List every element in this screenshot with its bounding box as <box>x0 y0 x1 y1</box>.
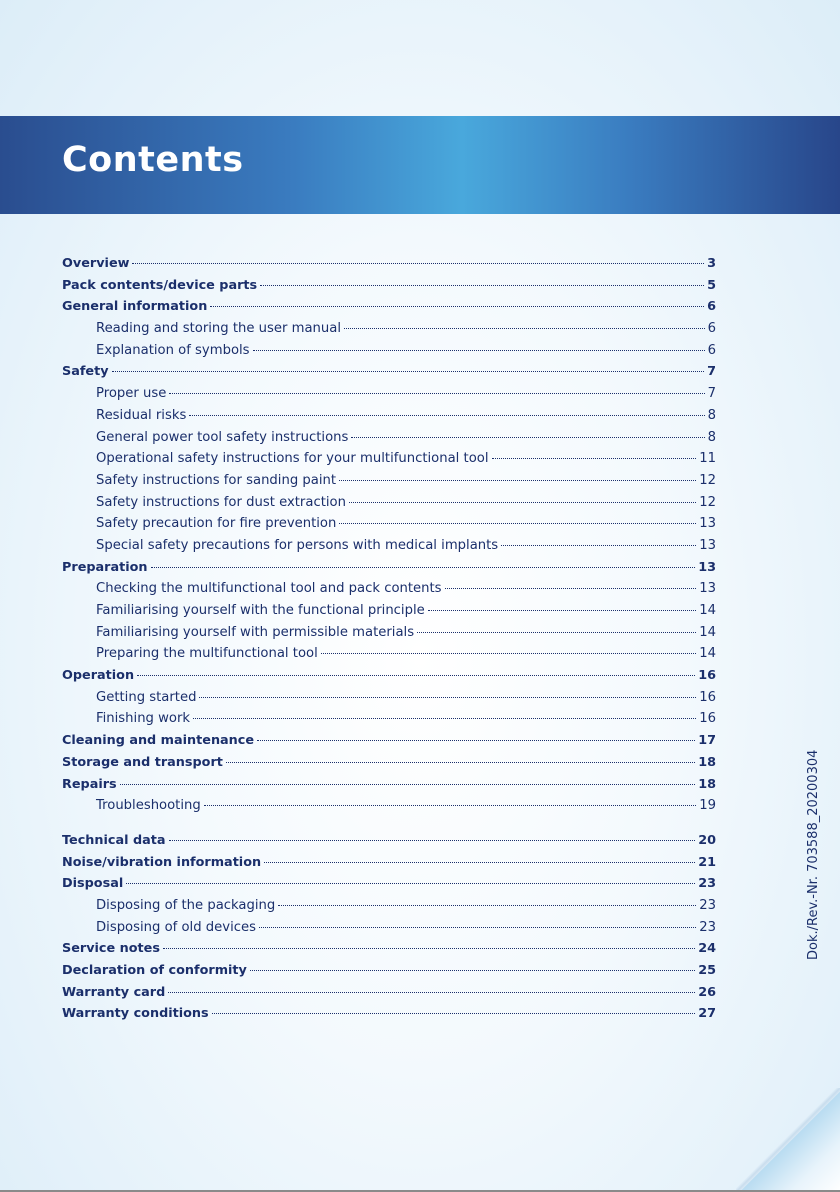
toc-page-number: 18 <box>698 776 716 792</box>
toc-leader-dots <box>137 675 695 676</box>
toc-section[interactable] <box>62 938 716 960</box>
toc-leader-dots <box>344 328 705 329</box>
toc-subsection[interactable] <box>62 917 716 939</box>
toc-entry-title: Checking the multifunctional tool and pack contents <box>96 581 442 597</box>
toc-section[interactable] <box>62 960 716 982</box>
toc-leader-dots <box>204 805 696 806</box>
toc-subsection[interactable] <box>62 383 716 405</box>
page-title: Contents <box>62 140 244 180</box>
toc-entry-title: Noise/vibration information <box>62 854 262 870</box>
toc-leader-dots <box>120 784 696 785</box>
toc-leader-dots <box>193 718 696 719</box>
toc-subsection[interactable] <box>62 795 716 817</box>
toc-entry-title: Getting started <box>96 689 197 705</box>
toc-leader-dots <box>339 523 696 524</box>
toc-leader-dots <box>351 437 704 438</box>
toc-page-number: 20 <box>698 832 716 848</box>
toc-page-number: 17 <box>698 733 716 749</box>
toc-entry-title: Residual risks <box>96 407 187 423</box>
toc-page-number: 26 <box>698 984 716 1000</box>
toc-entry-title: Special safety precautions for persons with medical implants <box>96 537 499 553</box>
toc-page-number: 5 <box>707 277 716 293</box>
toc-section[interactable] <box>62 296 716 318</box>
toc-leader-dots <box>226 762 695 763</box>
toc-subsection[interactable] <box>62 448 716 470</box>
toc-entry-title: Disposing of the packaging <box>96 897 276 913</box>
toc-page-number: 14 <box>699 603 716 618</box>
toc-entry-title: Reading and storing the user manual <box>96 321 342 337</box>
toc-section[interactable] <box>62 730 716 752</box>
toc-page-number: 23 <box>699 897 716 913</box>
toc-leader-dots <box>259 927 696 928</box>
toc-page-number: 21 <box>698 854 716 870</box>
toc-entry-title: Pack contents/device parts <box>62 277 258 293</box>
toc-section[interactable] <box>62 361 716 383</box>
toc-leader-dots <box>112 371 705 372</box>
toc-leader-dots <box>169 840 696 841</box>
toc-entry-title: Troubleshooting <box>96 798 201 814</box>
toc-leader-dots <box>260 285 704 286</box>
toc-leader-dots <box>428 610 696 611</box>
toc-leader-dots <box>339 480 696 481</box>
toc-section[interactable] <box>62 557 716 579</box>
toc-leader-dots <box>212 1013 696 1014</box>
toc-page-number: 27 <box>698 1006 716 1022</box>
toc-leader-dots <box>501 545 696 546</box>
toc-leader-dots <box>189 415 704 416</box>
toc-leader-dots <box>417 632 696 633</box>
toc-page-number: 14 <box>699 624 716 640</box>
toc-page-number: 8 <box>707 407 716 423</box>
toc-leader-dots <box>349 502 696 503</box>
toc-leader-dots <box>169 393 704 394</box>
toc-section[interactable] <box>62 1003 716 1025</box>
toc-page-number: 13 <box>699 581 716 597</box>
table-of-contents <box>62 253 716 1025</box>
toc-section[interactable] <box>62 253 716 275</box>
toc-subsection[interactable] <box>62 578 716 600</box>
toc-page-number: 16 <box>698 668 716 684</box>
toc-page-number: 6 <box>707 299 716 315</box>
toc-entry-title: Safety instructions for sanding paint <box>96 472 337 488</box>
toc-entry-title: Safety precaution for fire prevention <box>96 516 337 532</box>
toc-subsection[interactable] <box>62 708 716 730</box>
toc-leader-dots <box>163 948 695 949</box>
toc-section[interactable] <box>62 752 716 774</box>
toc-subsection[interactable] <box>62 513 716 535</box>
toc-entry-title: Declaration of conformity <box>62 963 247 978</box>
toc-entry-title: Familiarising yourself with permissible materials <box>96 624 415 640</box>
toc-section[interactable] <box>62 852 716 874</box>
toc-page-number: 6 <box>707 321 716 337</box>
toc-page-number: 12 <box>699 472 716 488</box>
toc-subsection[interactable] <box>62 687 716 709</box>
toc-leader-dots <box>492 458 697 459</box>
toc-entry-title: Operation <box>62 668 135 684</box>
toc-subsection[interactable] <box>62 427 716 449</box>
page-curl <box>740 1092 840 1192</box>
toc-subsection[interactable] <box>62 492 716 514</box>
toc-section[interactable] <box>62 982 716 1004</box>
toc-entry-title: Disposing of old devices <box>96 919 256 935</box>
toc-page-number: 12 <box>699 494 716 510</box>
toc-leader-dots <box>250 970 695 971</box>
toc-entry-title: Disposal <box>62 876 124 892</box>
toc-page-number: 25 <box>698 963 716 978</box>
toc-entry-title: Cleaning and maintenance <box>62 733 255 749</box>
toc-page-number: 24 <box>698 941 716 957</box>
toc-subsection[interactable] <box>62 643 716 665</box>
toc-entry-title: Explanation of symbols <box>96 342 250 358</box>
toc-page-number: 13 <box>698 559 716 575</box>
toc-entry-title: Operational safety instructions for your multifunctional tool <box>96 451 489 467</box>
toc-subsection[interactable] <box>62 318 716 340</box>
toc-entry-title: Warranty card <box>62 984 166 1000</box>
toc-page-number: 6 <box>707 342 716 358</box>
toc-section[interactable] <box>62 665 716 687</box>
toc-page-number: 13 <box>699 537 716 553</box>
toc-leader-dots <box>445 588 697 589</box>
toc-entry-title: Warranty conditions <box>62 1006 209 1022</box>
toc-page-number: 7 <box>707 386 716 402</box>
toc-subsection[interactable] <box>62 340 716 362</box>
toc-page-number: 23 <box>699 919 716 935</box>
toc-page-number: 16 <box>699 711 716 727</box>
toc-entry-title: Service notes <box>62 941 160 957</box>
toc-entry-title: Familiarising yourself with the functional principle <box>96 603 425 618</box>
toc-section[interactable] <box>62 774 716 796</box>
toc-entry-title: Storage and transport <box>62 754 223 770</box>
toc-page-number: 7 <box>707 364 716 380</box>
toc-entry-title: Finishing work <box>96 711 191 727</box>
toc-leader-dots <box>132 263 704 264</box>
toc-page-number: 23 <box>698 876 716 892</box>
toc-entry-title: Technical data <box>62 832 166 848</box>
toc-section[interactable] <box>62 830 716 852</box>
toc-leader-dots <box>126 883 695 884</box>
toc-subsection[interactable] <box>62 622 716 644</box>
toc-subsection[interactable] <box>62 470 716 492</box>
toc-entry-title: Overview <box>62 256 130 271</box>
toc-page-number: 13 <box>699 516 716 532</box>
toc-leader-dots <box>168 992 695 993</box>
toc-section[interactable] <box>62 275 716 297</box>
toc-section[interactable] <box>62 873 716 895</box>
toc-page-number: 18 <box>698 754 716 770</box>
toc-page-number: 14 <box>699 646 716 662</box>
toc-leader-dots <box>151 567 696 568</box>
toc-subsection[interactable] <box>62 405 716 427</box>
toc-page-number: 3 <box>707 256 716 271</box>
toc-leader-dots <box>199 697 696 698</box>
toc-page-number: 11 <box>699 451 716 467</box>
document-reference: Dok./Rev.-Nr. 703588_20200304 <box>806 749 821 960</box>
toc-leader-dots <box>321 653 696 654</box>
toc-entry-title: Preparing the multifunctional tool <box>96 646 318 662</box>
toc-page-number: 19 <box>699 798 716 814</box>
toc-leader-dots <box>210 306 704 307</box>
toc-subsection[interactable] <box>62 895 716 917</box>
toc-entry-title: Proper use <box>96 386 167 402</box>
toc-leader-dots <box>257 740 695 741</box>
toc-entry-title: General information <box>62 299 208 315</box>
toc-leader-dots <box>278 905 696 906</box>
toc-entry-title: Preparation <box>62 559 148 575</box>
toc-entry-title: Safety <box>62 364 109 380</box>
toc-entry-title: Safety instructions for dust extraction <box>96 494 346 510</box>
toc-entry-title: Repairs <box>62 776 117 792</box>
toc-page-number: 8 <box>707 429 716 445</box>
toc-subsection[interactable] <box>62 535 716 557</box>
toc-subsection[interactable] <box>62 600 716 622</box>
toc-leader-dots <box>253 350 705 351</box>
toc-entry-title: General power tool safety instructions <box>96 429 349 445</box>
toc-page-number: 16 <box>699 689 716 705</box>
toc-leader-dots <box>264 862 695 863</box>
